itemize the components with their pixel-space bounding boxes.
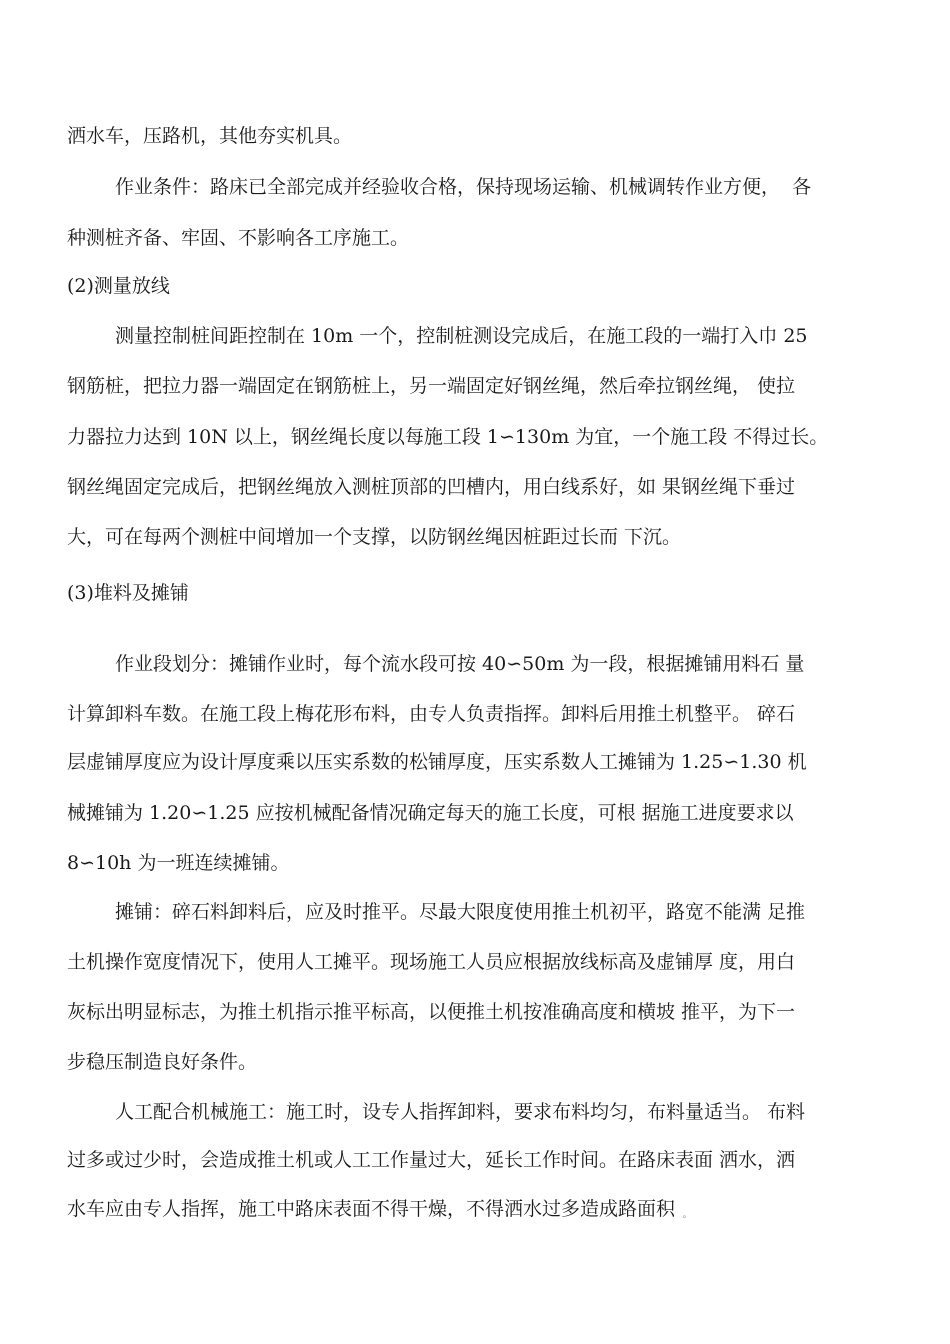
text-line: 计算卸料车数。在施工段上梅花形布料，由专人负责指挥。卸料后用推土机整平。 碎石 xyxy=(67,703,796,725)
section-heading: (3)堆料及摊铺 xyxy=(67,582,189,604)
text-line: 钢丝绳固定完成后，把钢丝绳放入测桩顶部的凹槽内，用白线系好，如 果钢丝绳下垂过 xyxy=(67,476,796,498)
text-line: 钢筋桩，把拉力器一端固定在钢筋桩上，另一端固定好钢丝绳，然后牵拉钢丝绳， 使拉 xyxy=(67,375,796,397)
text-line: 8∽10h 为一班连续摊铺。 xyxy=(67,852,290,874)
section-heading: (2)测量放线 xyxy=(67,275,170,297)
text-line: 步稳压制造良好条件。 xyxy=(67,1051,258,1073)
text-line: 摊铺：碎石料卸料后，应及时推平。尽最大限度使用推土机初平，路宽不能满 足推 xyxy=(115,901,806,923)
text-line: 水车应由专人指挥，施工中路床表面不得干燥，不得洒水过多造成路面积 。 xyxy=(67,1198,692,1220)
text-line: 人工配合机械施工：施工时，设专人指挥卸料，要求布料均匀，布料量适当。 布料 xyxy=(115,1101,806,1123)
text-line: 过多或过少时，会造成推土机或人工工作量过大，延长工作时间。在路床表面 洒水，洒 xyxy=(67,1149,796,1171)
text-line: 洒水车，压路机，其他夯实机具。 xyxy=(67,125,353,147)
text-line: 大，可在每两个测桩中间增加一个支撑，以防钢丝绳因桩距过长而 下沉。 xyxy=(67,526,682,548)
text-line: 灰标出明显标志，为推土机指示推平标高，以便推土机按准确高度和横坡 推平，为下一 xyxy=(67,1001,796,1023)
text-line: 作业段划分：摊铺作业时，每个流水段可按 40∽50m 为一段，根据摊铺用料石 量 xyxy=(115,653,805,675)
text-line: 械摊铺为 1.20∽1.25 应按机械配备情况确定每天的施工长度，可根 据施工进度要求以 xyxy=(67,802,794,824)
text-line: 土机操作宽度情况下，使用人工摊平。现场施工人员应根据放线标高及虚铺厚 度，用白 xyxy=(67,951,796,973)
text-line: 力器拉力达到 10N 以上，钢丝绳长度以每施工段 1∽130m 为宜，一个施工段 不得过长。 xyxy=(67,426,829,448)
text-line: 种测桩齐备、牢固、不影响各工序施工。 xyxy=(67,227,410,249)
text-line: 测量控制桩间距控制在 10m 一个，控制桩测设完成后，在施工段的一端打入巾 25 xyxy=(115,325,808,347)
text-line: 层虚铺厚度应为设计厚度乘以压实系数的松铺厚度，压实系数人工摊铺为 1.25∽1.30 机 xyxy=(67,751,807,773)
text-line: 作业条件：路床已全部完成并经验收合格，保持现场运输、机械调转作业方便， 各 xyxy=(115,176,812,198)
trailing-mark: 。 xyxy=(683,1210,692,1219)
